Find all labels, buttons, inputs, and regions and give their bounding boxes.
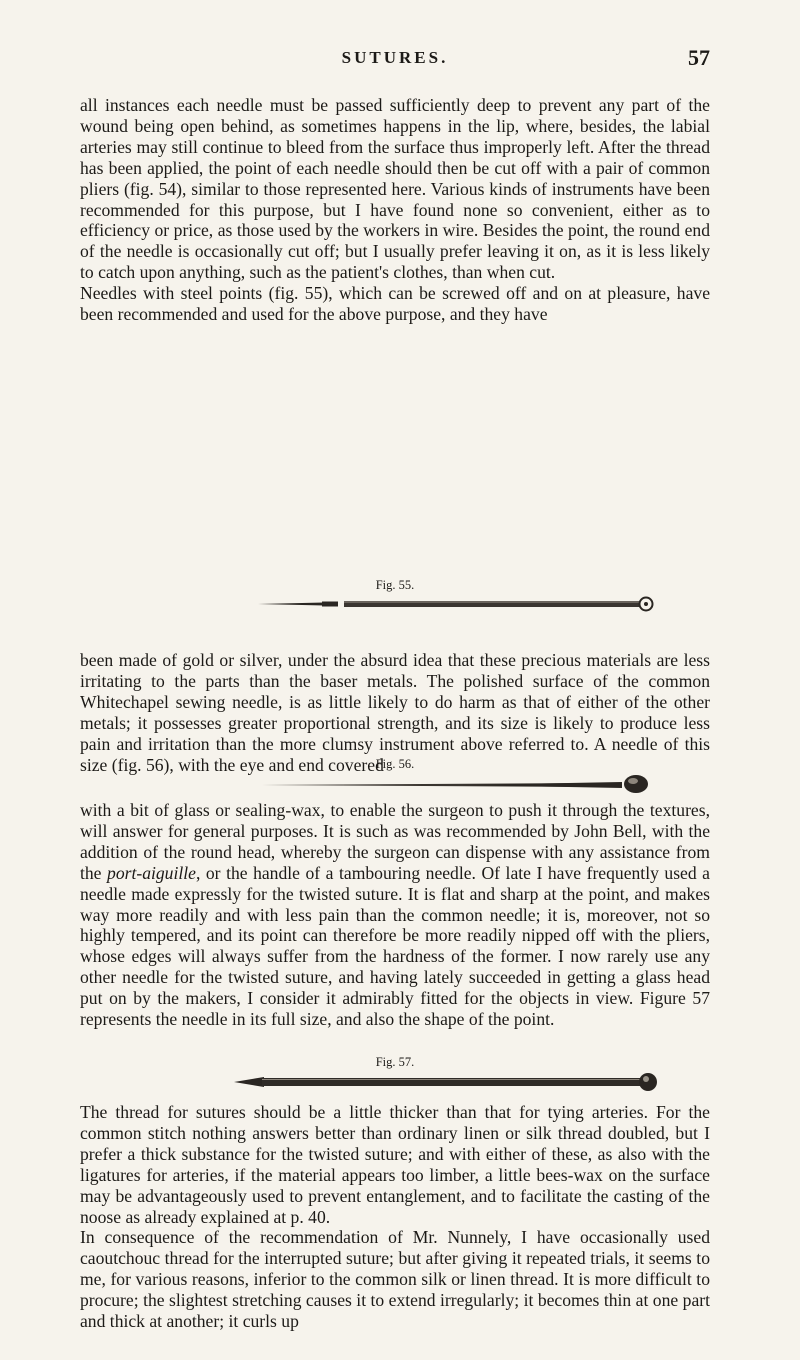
figure-57-caption: Fig. 57. [375,1055,415,1069]
figure-56-needle-illustration [262,772,662,796]
page-number: 57 [688,45,710,70]
figure-55-caption: Fig. 55. [375,578,415,592]
paragraph-4-text-b: , or the handle of a tambouring needle. Of late I have frequently used a needle made expressly for the twisted suture. It is flat and sharp at the point, and makes way more readily and with less pain than the common needle; it is, moreover, not so highly tempered, and its point can therefore be more readily nipped off with the pliers, whose edges will always suffer from the hardness of the former. I now rarely use any other needle for the twisted suture, and having lately succeeded in getting a glass head put on by the makers, I consider it admirably fitted for the objects in view. Figure 57 represents the needle in its full size, and also the shape of the point. [80,862,710,1030]
paragraph-4-italic-term: port-aiguille [107,862,196,883]
paragraph-4 [80,800,710,1030]
figure-56-caption: Fig. 56. [375,757,415,771]
paragraph-1: all instances each needle must be passed sufficiently deep to prevent any part of the wound being open behind, as sometimes happens in the lip, where, besides, the labial arteries may still continue to bleed from the surface thus improperly left. After the thread has been applied, the point of each needle should then be cut off with a pair of common pliers (fig. 54), similar to those represented here. Various kinds of instruments have been recommended for this purpose, but I have found none so convenient, either as to efficiency or price, as those used by the workers in wire. Besides the point, the round end of the needle is occasionally cut off; but I usually prefer leaving it on, as it is less likely to catch upon anything, such as the patient's clothes, than when cut. [80,95,710,283]
paragraph-6: In consequence of the recommendation of Mr. Nunnely, I have occasionally used caoutchouc thread for the interrupted suture; but after giving it repeated trials, it seems to me, for various reasons, inferior to the common silk or linen thread. It is more difficult to procure; the slightest stretching causes it to extend irregularly; it becomes thin at one part and thick at another; it curls up [80,1227,710,1332]
text-block-1 [80,95,710,325]
running-title: SUTURES. [341,48,449,67]
text-block-3 [80,800,710,1030]
text-block-4 [80,1102,710,1332]
running-head [80,45,710,74]
paragraph-2: Needles with steel points (fig. 55), which can be screwed off and on at pleasure, have been recommended and used for the above purpose, and they have [80,283,710,325]
figure-55-needle-illustration [258,594,658,614]
paragraph-3: been made of gold or silver, under the absurd idea that these precious materials are less irritating to the parts than the baser metals. The polished surface of the common Whitechapel sewing needle, is as little likely to do harm as that of either of the other metals; it possesses greater proportional strength, and its size is likely to produce less pain and irritation than the more clumsy instrument above referred to. A needle of this size (fig. 56), with the eye and end covered [80,650,710,775]
paragraph-5: The thread for sutures should be a little thicker than that for tying arteries. For the common stitch nothing answers better than ordinary linen or silk thread doubled, but I prefer a thick substance for the twisted suture; and with either of these, as also with the ligatures for arteries, if the material appears too limber, a little bees-wax on the surface may be advantageously used to prevent entanglement, and to facilitate the casting of the noose as already explained at p. 40. [80,1102,710,1227]
figure-57-needle-illustration [234,1070,664,1094]
paragraph-4-text-a: with a bit of glass or sealing-wax, to enable the surgeon to push it through the textures, will answer for general purposes. It is such as was recommended by John Bell, with the addition of the round head, whereby the surgeon can dispense with any assistance from the [80,800,710,883]
